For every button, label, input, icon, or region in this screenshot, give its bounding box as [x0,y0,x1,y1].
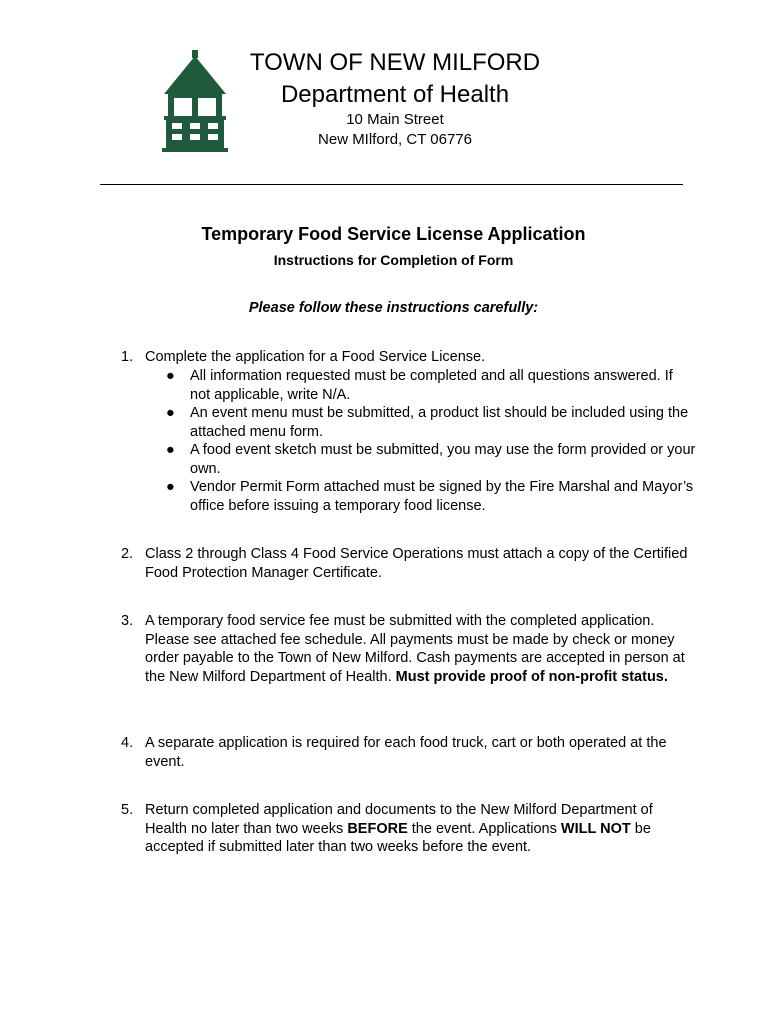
instruction-item-5 [121,801,691,857]
instruction-item-3 [121,612,691,686]
item-text: Return completed application and documents to the New Milford Department of Health no later than two weeks [145,802,653,837]
bullet-text: All information requested must be completed and all questions answered. If not applicable, write N/A. [190,368,673,403]
instruction-item-1 [121,348,691,367]
item-text: Complete the application for a Food Service License. [145,349,486,365]
form-subtitle: Instructions for Completion of Form [273,252,514,268]
item-number: 2. [121,546,134,562]
bullet-item [166,441,696,478]
town-name: TOWN OF NEW MILFORD [249,49,541,76]
item-text: A temporary food service fee must be submitted with the completed application. Please see attached fee schedule. All payments must be made by check or money order payable to the Town of New Milford. Cash payments are accepted in person at the New Milford Department of Health. [145,613,685,685]
bullet-item [166,404,696,441]
item-number: 3. [121,613,134,629]
item-text-block [145,801,691,857]
instruction-item-4 [121,734,691,771]
item-number: 5. [121,802,134,818]
item-text: A separate application is required for each food truck, cart or both operated at the event. [145,735,667,770]
bullet-icon: ● [166,479,175,495]
bullet-text: Vendor Permit Form attached must be signed by the Fire Marshal and Mayor’s office before issuing a temporary food license. [190,479,694,514]
department-name: Department of Health [280,81,510,108]
item-text-block [145,612,691,686]
bullet-icon: ● [166,405,175,421]
address-line-1: 10 Main Street [346,111,444,128]
item-bold-text: WILL NOT [560,820,631,837]
bullet-icon: ● [166,442,175,458]
address-line-2: New MIlford, CT 06776 [318,131,472,148]
item-text: the event. Applications [411,820,557,837]
bullet-item [166,367,696,404]
bullet-item [166,478,696,515]
form-title: Temporary Food Service License Application [201,224,586,244]
bullet-text: A food event sketch must be submitted, you may use the form provided or your own. [190,442,696,477]
item-text: Class 2 through Class 4 Food Service Operations must attach a copy of the Certified Food Protection Manager Certificate. [145,546,688,581]
bullet-icon: ● [166,368,175,384]
item-bold-text: Must provide proof of non-profit status. [395,668,668,685]
bullet-text: An event menu must be submitted, a product list should be included using the attached menu form. [190,405,689,440]
instruction-item-2 [121,545,691,582]
item-bold-text: BEFORE [347,820,408,837]
item-text: be accepted if submitted later than two weeks before the event. [145,820,651,855]
item-number: 4. [121,735,134,751]
item-number: 1. [121,349,134,365]
header-divider [100,184,683,185]
instructions-note: Please follow these instructions carefully: [248,300,539,316]
